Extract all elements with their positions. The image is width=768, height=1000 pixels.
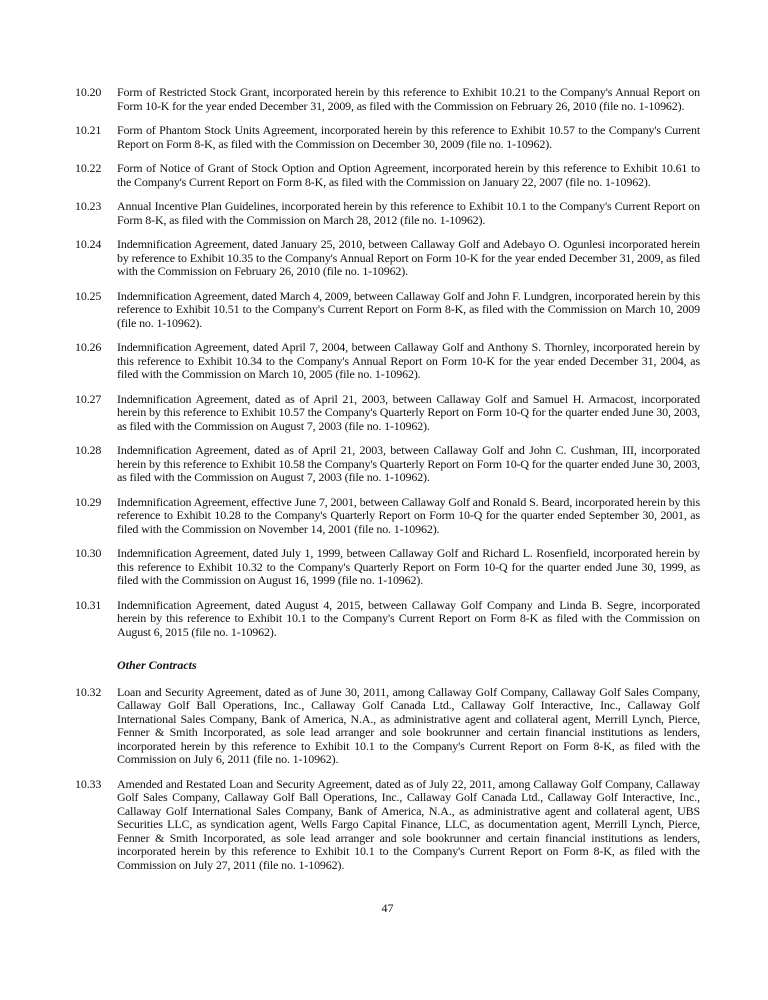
exhibit-description: Indemnification Agreement, dated March 4, 2009, between Callaway Golf and John F. Lundgren, incorporated herein by this reference to Exhibit 10.51 to the Company's Current Report on Form 8-K, as filed with the Commission on March 10, 2009 (file no. 1-10962).: [117, 288, 700, 330]
exhibit-description: Loan and Security Agreement, dated as of June 30, 2011, among Callaway Golf Company, Callaway Golf Sales Company, Callaway Golf Ball Operations, Inc., Callaway Golf Canada Ltd., Callaway Golf Interactive, Inc., Callaway Golf International Sales Company, Bank of America, N.A., as administrative agent and collateral agent, Merrill Lynch, Pierce, Fenner & Smith Incorporated, as sole lead arranger and sole bookrunner and certain financial institutions as lenders, incorporated herein by this reference to Exhibit 10.1 to the Company's Current Report on Form 8-K, as filed with the Commission on July 6, 2011 (file no. 1-10962).: [117, 684, 700, 766]
exhibit-entry: [75, 686, 700, 767]
exhibit-number: 10.30: [75, 546, 102, 560]
section-heading: Other Contracts: [117, 658, 197, 672]
exhibit-entry: [75, 444, 700, 485]
exhibit-entry: [75, 124, 700, 151]
exhibit-entry: [75, 393, 700, 434]
exhibit-list-other-contracts: [75, 686, 700, 873]
exhibit-number: 10.25: [75, 288, 102, 303]
exhibit-description: Indemnification Agreement, dated July 1, 1999, between Callaway Golf and Richard L. Rosenfield, incorporated herein by this reference to Exhibit 10.32 to the Company's Quarterly Report on Form 10-Q for the quarter ended June 30, 1999, as filed with the Commission on August 16, 1999 (file no. 1-10962).: [117, 546, 700, 587]
exhibit-entry: [75, 86, 700, 113]
exhibit-entry: [75, 599, 700, 640]
exhibit-entry: [75, 200, 700, 227]
exhibit-number: 10.22: [75, 161, 102, 175]
exhibit-description: Indemnification Agreement, dated August 4, 2015, between Callaway Golf Company and Linda B. Segre, incorporated herein by this reference to Exhibit 10.1 to the Company's Current Report on Form 8-K as filed with the Commission on August 6, 2015 (file no. 1-10962).: [117, 597, 700, 639]
exhibit-description: Form of Notice of Grant of Stock Option and Option Agreement, incorporated herein by this reference to Exhibit 10.61 to the Company's Current Report on Form 8-K, as filed with the Commission on January 22, 2007 (file no. 1-10962).: [117, 161, 700, 189]
exhibit-number: 10.20: [75, 85, 102, 99]
exhibit-description: Amended and Restated Loan and Security Agreement, dated as of July 22, 2011, among Callaway Golf Company, Callaway Golf Sales Company, Callaway Golf Ball Operations, Inc., Callaway Golf Canada Ltd., Callaway Golf Interactive, Inc., Callaway Golf International Sales Company, Bank of America, N.A., as administrative agent and collateral agent, UBS Securities LLC, as syndication agent, Wells Fargo Capital Finance, LLC, as documentation agent, Merrill Lynch, Pierce, Fenner & Smith Incorporated, as sole lead arranger and sole bookrunner and certain financial institutions as lenders, incorporated herein by this reference to Exhibit 10.1 to the Company's Current Report on Form 8-K, as filed with the Commission on July 27, 2011 (file no. 1-10962).: [117, 776, 700, 872]
exhibit-number: 10.28: [75, 443, 102, 457]
exhibit-number: 10.24: [75, 237, 102, 251]
exhibit-description: Indemnification Agreement, effective June 7, 2001, between Callaway Golf and Ronald S. Beard, incorporated herein by this reference to Exhibit 10.28 to the Company's Quarterly Report on Form 10-Q for the quarter ended September 30, 2001, as filed with the Commission on November 14, 2001 (file no. 1-10962).: [117, 494, 700, 536]
exhibit-entry: [75, 547, 700, 588]
exhibit-number: 10.32: [75, 684, 102, 699]
exhibit-description: Annual Incentive Plan Guidelines, incorporated herein by this reference to Exhibit 10.1 to the Company's Current Report on Form 8-K, as filed with the Commission on March 28, 2012 (file no. 1-10962).: [117, 199, 700, 227]
exhibit-entry: [75, 238, 700, 279]
exhibit-description: Indemnification Agreement, dated as of April 21, 2003, between Callaway Golf and John C. Cushman, III, incorporated herein by this reference to Exhibit 10.58 the Company's Quarterly Report on Form 10-Q for the quarter ended June 30, 2003, as filed with the Commission on August 7, 2003 (file no. 1-10962).: [117, 443, 700, 484]
exhibit-number: 10.29: [75, 494, 102, 509]
exhibit-description: Form of Phantom Stock Units Agreement, incorporated herein by this reference to Exhibit 10.57 to the Company's Current Report on Form 8-K, as filed with the Commission on December 30, 2009 (file no. 1-10962).: [117, 123, 700, 151]
exhibit-number: 10.33: [75, 776, 102, 791]
exhibit-number: 10.26: [75, 340, 102, 354]
page-number: 47: [381, 901, 394, 915]
exhibit-list: [75, 86, 700, 639]
exhibit-entry: [75, 290, 700, 331]
exhibit-number: 10.21: [75, 123, 102, 137]
exhibit-number: 10.27: [75, 391, 102, 406]
exhibit-entry: [75, 496, 700, 537]
exhibit-entry: [75, 341, 700, 382]
exhibit-description: Form of Restricted Stock Grant, incorporated herein by this reference to Exhibit 10.21 to the Company's Annual Report on Form 10-K for the year ended December 31, 2009, as filed with the Commission on February 26, 2010 (file no. 1-10962).: [117, 85, 700, 113]
exhibit-description: Indemnification Agreement, dated as of April 21, 2003, between Callaway Golf and Samuel H. Armacost, incorporated herein by this reference to Exhibit 10.57 the Company's Quarterly Report on Form 10-Q for the quarter ended June 30, 2003, as filed with the Commission on August 7, 2003 (file no. 1-10962).: [117, 391, 700, 433]
exhibit-entry: [75, 162, 700, 189]
exhibit-entry: [75, 778, 700, 873]
exhibit-number: 10.31: [75, 597, 102, 612]
exhibit-description: Indemnification Agreement, dated April 7, 2004, between Callaway Golf and Anthony S. Thornley, incorporated herein by this reference to Exhibit 10.34 to the Company's Annual Report on Form 10-K for the year ended December 31, 2004, as filed with the Commission on March 10, 2005 (file no. 1-10962).: [117, 340, 700, 381]
exhibit-description: Indemnification Agreement, dated January 25, 2010, between Callaway Golf and Adebayo O. Ogunlesi incorporated herein by reference to Exhibit 10.35 to the Company's Annual Report on Form 10-K for the year ended December 31, 2009, as filed with the Commission on February 26, 2010 (file no. 1-10962).: [117, 237, 700, 278]
exhibit-number: 10.23: [75, 199, 102, 213]
